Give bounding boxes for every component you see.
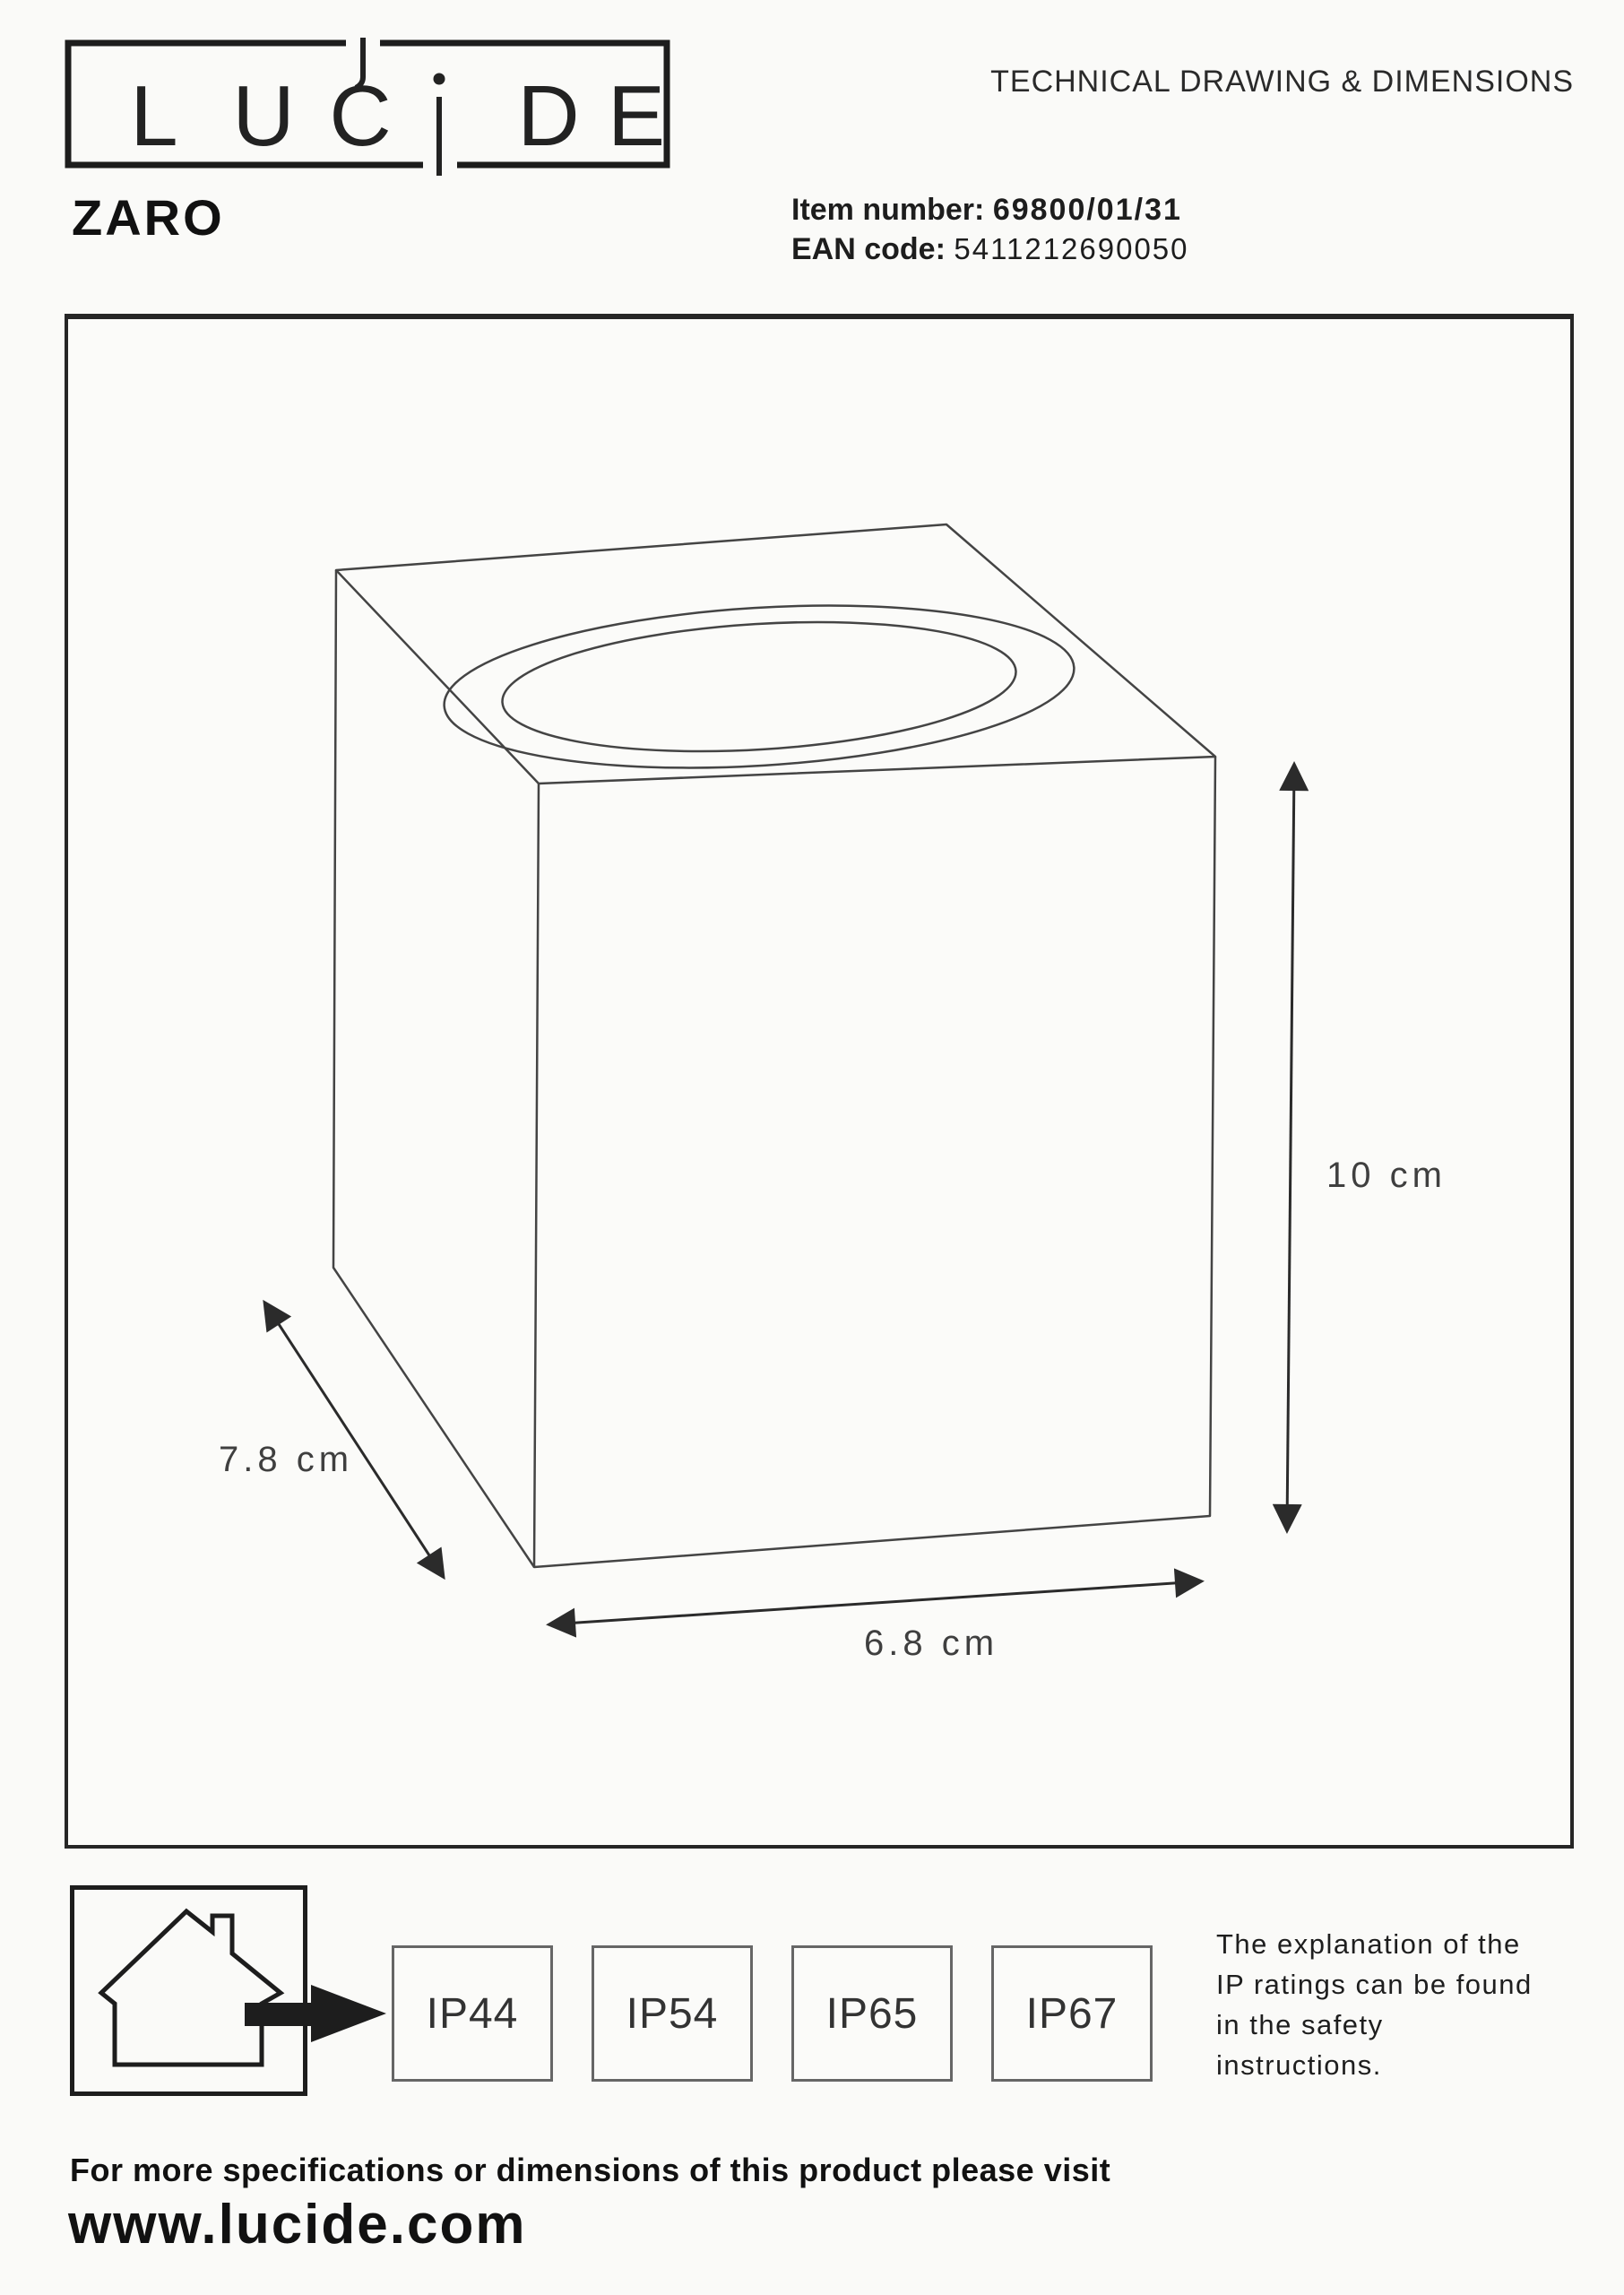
item-number-value: 69800/01/31 — [992, 193, 1182, 227]
logo-letter-e: E — [607, 68, 666, 164]
item-number-row — [791, 190, 1189, 230]
product-codes — [791, 190, 1189, 269]
ip-rating-label: IP44 — [426, 1989, 519, 2038]
indoor-use-pictogram — [70, 1885, 389, 2100]
ip-rating-box-ip65 — [791, 1945, 953, 2082]
ean-label: EAN code: — [791, 232, 946, 266]
width-dimension-arrow — [550, 1581, 1200, 1624]
logo-letter-d: D — [517, 68, 580, 164]
page-title: TECHNICAL DRAWING & DIMENSIONS — [990, 65, 1574, 99]
ip-rating-box-ip44 — [392, 1945, 553, 2082]
cube-left-face-edges — [333, 570, 534, 1567]
height-dimension-label: 10 cm — [1326, 1156, 1447, 1195]
luminaire-isometric-drawing — [68, 319, 1570, 1845]
arrow-right-icon — [245, 1985, 386, 2042]
ip-rating-box-ip54 — [592, 1945, 753, 2082]
ip-rating-label: IP67 — [1025, 1989, 1119, 2038]
drawing-frame — [65, 314, 1574, 1849]
lucide-logo — [65, 36, 670, 178]
ean-row — [791, 230, 1189, 269]
footer-text: For more specifications or dimensions of this product please visit — [70, 2152, 1111, 2188]
ip-note-line: in the safety — [1216, 2009, 1384, 2040]
ip-note-line: instructions. — [1216, 2049, 1382, 2081]
ip-note-line: IP ratings can be found — [1216, 1969, 1533, 2000]
logo-letter-l: L — [130, 68, 178, 164]
cube-top-face — [336, 524, 1215, 784]
depth-dimension-label: 7.8 cm — [218, 1440, 354, 1479]
ip-rating-label: IP54 — [626, 1989, 719, 2038]
ip-rating-label: IP65 — [825, 1989, 919, 2038]
item-number-label: Item number: — [791, 193, 985, 227]
cube-front-face-edges — [534, 757, 1215, 1567]
cube-outline — [333, 524, 1215, 1567]
height-dimension-arrow — [1287, 766, 1294, 1529]
spot-opening-rings — [439, 589, 1078, 785]
product-name: ZARO — [72, 189, 225, 246]
website-url: www.lucide.com — [68, 2194, 527, 2256]
dimension-arrows — [265, 766, 1294, 1624]
ip-rating-box-ip67 — [991, 1945, 1153, 2082]
ip-ratings-note — [1216, 1924, 1602, 2085]
logo-letter-u: U — [232, 68, 295, 164]
house-icon — [101, 1911, 281, 2065]
ean-value: 5411212690050 — [954, 232, 1189, 265]
width-dimension-label: 6.8 cm — [863, 1624, 999, 1663]
logo-letter-c: C — [329, 68, 392, 164]
ip-note-line: The explanation of the — [1216, 1928, 1521, 1960]
spot-outer-ring — [439, 589, 1078, 785]
